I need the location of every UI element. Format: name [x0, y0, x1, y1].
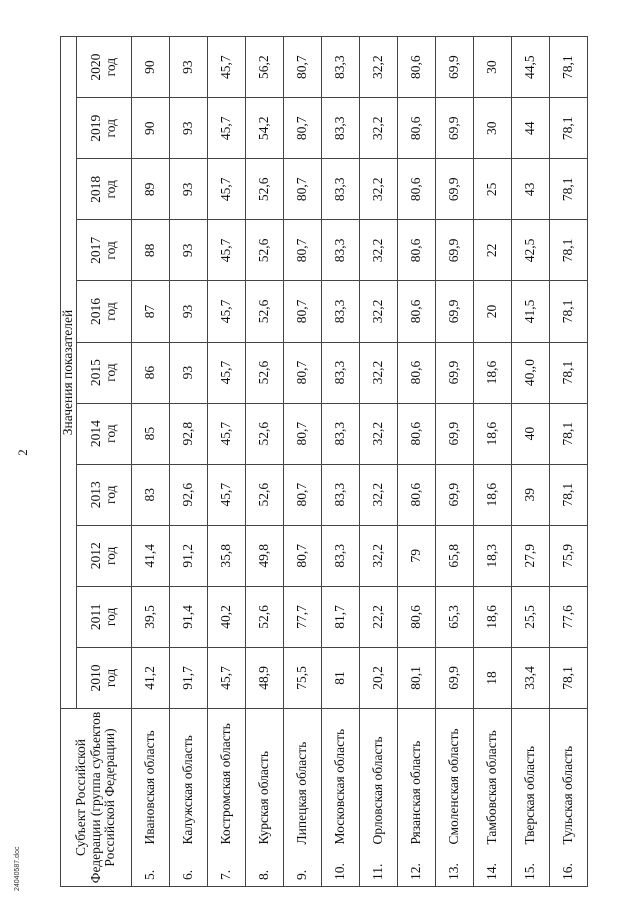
- value-cell: 83,3: [322, 98, 360, 159]
- value-cell: 80,7: [284, 403, 322, 464]
- value-cell: 49,8: [246, 525, 284, 586]
- row-number: 16.: [550, 851, 588, 887]
- year-header: 2010 год: [77, 647, 132, 708]
- year-header: 2012 год: [77, 525, 132, 586]
- row-number: 5.: [132, 851, 170, 887]
- value-cell: 78,1: [550, 159, 588, 220]
- value-cell: 35,8: [208, 525, 246, 586]
- value-cell: 32,2: [360, 281, 398, 342]
- row-number: 11.: [360, 851, 398, 887]
- value-cell: 69,9: [436, 403, 474, 464]
- table-row: [550, 37, 588, 887]
- value-cell: 40: [512, 403, 550, 464]
- value-cell: 20: [474, 281, 512, 342]
- value-cell: 52,6: [246, 281, 284, 342]
- year-header: 2014 год: [77, 403, 132, 464]
- value-cell: 83,3: [322, 525, 360, 586]
- value-cell: 80,6: [398, 37, 436, 98]
- value-cell: 78,1: [550, 464, 588, 525]
- year-header: 2019 год: [77, 98, 132, 159]
- row-number: 13.: [436, 851, 474, 887]
- value-cell: 80,6: [398, 220, 436, 281]
- subject-name: Тамбовская область: [474, 708, 512, 850]
- value-cell: 80,6: [398, 342, 436, 403]
- value-cell: 80,7: [284, 464, 322, 525]
- value-cell: 91,7: [170, 647, 208, 708]
- value-cell: 81: [322, 647, 360, 708]
- value-cell: 18: [474, 647, 512, 708]
- value-cell: 93: [170, 220, 208, 281]
- table-row: [284, 37, 322, 887]
- value-cell: 69,9: [436, 98, 474, 159]
- value-cell: 22,2: [360, 586, 398, 647]
- value-cell: 93: [170, 342, 208, 403]
- value-cell: 80,7: [284, 98, 322, 159]
- value-cell: 25,5: [512, 586, 550, 647]
- value-cell: 80,1: [398, 647, 436, 708]
- value-cell: 80,7: [284, 37, 322, 98]
- year-header: 2017 год: [77, 220, 132, 281]
- value-cell: 45,7: [208, 647, 246, 708]
- value-cell: 45,7: [208, 342, 246, 403]
- value-cell: 80,6: [398, 159, 436, 220]
- value-cell: 85: [132, 403, 170, 464]
- value-cell: 78,1: [550, 281, 588, 342]
- value-cell: 79: [398, 525, 436, 586]
- indicator-table: [60, 36, 588, 887]
- value-cell: 93: [170, 159, 208, 220]
- value-cell: 69,9: [436, 342, 474, 403]
- value-cell: 52,6: [246, 342, 284, 403]
- value-cell: 42,5: [512, 220, 550, 281]
- value-cell: 69,9: [436, 464, 474, 525]
- value-cell: 83,3: [322, 159, 360, 220]
- value-cell: 45,7: [208, 37, 246, 98]
- value-cell: 91,2: [170, 525, 208, 586]
- value-cell: 54,2: [246, 98, 284, 159]
- table-row: [474, 37, 512, 887]
- table-row: [360, 37, 398, 887]
- value-cell: 32,2: [360, 464, 398, 525]
- value-cell: 65,3: [436, 586, 474, 647]
- table-row: [322, 37, 360, 887]
- value-cell: 93: [170, 281, 208, 342]
- value-cell: 41,2: [132, 647, 170, 708]
- subject-name: Костромская область: [208, 708, 246, 850]
- value-cell: 80,7: [284, 342, 322, 403]
- document-code: 24040587.doc: [14, 846, 21, 891]
- value-cell: 52,6: [246, 220, 284, 281]
- value-cell: 83,3: [322, 464, 360, 525]
- value-cell: 48,9: [246, 647, 284, 708]
- subject-name: Смоленская область: [436, 708, 474, 850]
- value-cell: 77,7: [284, 586, 322, 647]
- value-cell: 32,2: [360, 98, 398, 159]
- value-cell: 52,6: [246, 586, 284, 647]
- value-cell: 18,6: [474, 464, 512, 525]
- value-cell: 52,6: [246, 403, 284, 464]
- value-cell: 18,6: [474, 342, 512, 403]
- value-cell: 45,7: [208, 403, 246, 464]
- value-cell: 83,3: [322, 342, 360, 403]
- row-number: 6.: [170, 851, 208, 887]
- year-header: 2011 год: [77, 586, 132, 647]
- value-cell: 39: [512, 464, 550, 525]
- value-cell: 89: [132, 159, 170, 220]
- value-cell: 81,7: [322, 586, 360, 647]
- value-cell: 80,6: [398, 281, 436, 342]
- value-cell: 32,2: [360, 525, 398, 586]
- value-cell: 80,6: [398, 586, 436, 647]
- value-cell: 69,9: [436, 220, 474, 281]
- value-cell: 32,2: [360, 37, 398, 98]
- value-cell: 80,6: [398, 464, 436, 525]
- year-header: 2016 год: [77, 281, 132, 342]
- value-cell: 30: [474, 37, 512, 98]
- value-cell: 27,9: [512, 525, 550, 586]
- value-cell: 92,8: [170, 403, 208, 464]
- value-cell: 41,5: [512, 281, 550, 342]
- value-cell: 40,,0: [512, 342, 550, 403]
- table-row: [132, 37, 170, 887]
- value-cell: 69,9: [436, 37, 474, 98]
- subject-name: Ивановская область: [132, 708, 170, 850]
- table-row: [512, 37, 550, 887]
- value-cell: 78,1: [550, 647, 588, 708]
- value-cell: 52,6: [246, 159, 284, 220]
- row-number: 14.: [474, 851, 512, 887]
- value-cell: 18,3: [474, 525, 512, 586]
- value-cell: 43: [512, 159, 550, 220]
- value-cell: 32,2: [360, 403, 398, 464]
- row-number: 10.: [322, 851, 360, 887]
- row-number: 15.: [512, 851, 550, 887]
- value-cell: 80,6: [398, 403, 436, 464]
- value-cell: 91,4: [170, 586, 208, 647]
- value-cell: 80,7: [284, 281, 322, 342]
- value-cell: 32,2: [360, 159, 398, 220]
- value-cell: 44,5: [512, 37, 550, 98]
- value-cell: 83: [132, 464, 170, 525]
- table-body: [132, 37, 588, 887]
- subject-name: Рязанская область: [398, 708, 436, 850]
- value-cell: 80,7: [284, 220, 322, 281]
- value-cell: 87: [132, 281, 170, 342]
- value-cell: 30: [474, 98, 512, 159]
- subject-name: Липецкая область: [284, 708, 322, 850]
- value-cell: 78,1: [550, 403, 588, 464]
- values-group-header: Значения показателей: [61, 37, 77, 709]
- row-number: 7.: [208, 851, 246, 887]
- table-row: [436, 37, 474, 887]
- value-cell: 83,3: [322, 403, 360, 464]
- value-cell: 45,7: [208, 220, 246, 281]
- value-cell: 45,7: [208, 464, 246, 525]
- year-header: 2015 год: [77, 342, 132, 403]
- subject-name: Московская область: [322, 708, 360, 850]
- value-cell: 18,6: [474, 586, 512, 647]
- value-cell: 92,6: [170, 464, 208, 525]
- value-cell: 93: [170, 37, 208, 98]
- value-cell: 75,9: [550, 525, 588, 586]
- value-cell: 78,1: [550, 220, 588, 281]
- value-cell: 52,6: [246, 464, 284, 525]
- value-cell: 25: [474, 159, 512, 220]
- value-cell: 32,2: [360, 342, 398, 403]
- value-cell: 44: [512, 98, 550, 159]
- value-cell: 20,2: [360, 647, 398, 708]
- subject-name: Калужская область: [170, 708, 208, 850]
- value-cell: 83,3: [322, 281, 360, 342]
- value-cell: 18,6: [474, 403, 512, 464]
- value-cell: 90: [132, 37, 170, 98]
- value-cell: 83,3: [322, 220, 360, 281]
- value-cell: 56,2: [246, 37, 284, 98]
- value-cell: 83,3: [322, 37, 360, 98]
- value-cell: 32,2: [360, 220, 398, 281]
- value-cell: 90: [132, 98, 170, 159]
- subject-name: Орловская область: [360, 708, 398, 850]
- row-number: 9.: [284, 851, 322, 887]
- value-cell: 45,7: [208, 281, 246, 342]
- table-row: [208, 37, 246, 887]
- year-header: 2020 год: [77, 37, 132, 98]
- value-cell: 41,4: [132, 525, 170, 586]
- value-cell: 33,4: [512, 647, 550, 708]
- year-header: 2018 год: [77, 159, 132, 220]
- value-cell: 45,7: [208, 159, 246, 220]
- value-cell: 69,9: [436, 159, 474, 220]
- value-cell: 86: [132, 342, 170, 403]
- subject-name: Тульская область: [550, 708, 588, 850]
- subject-name: Тверская область: [512, 708, 550, 850]
- table-row: [246, 37, 284, 887]
- value-cell: 77,6: [550, 586, 588, 647]
- page-number: 2: [15, 449, 30, 456]
- value-cell: 69,9: [436, 647, 474, 708]
- value-cell: 22: [474, 220, 512, 281]
- subject-column-header: Субъект Российской Федерации (группа субъектов Российской Федерации): [61, 708, 132, 886]
- row-number: 8.: [246, 851, 284, 887]
- value-cell: 78,1: [550, 98, 588, 159]
- value-cell: 93: [170, 98, 208, 159]
- value-cell: 78,1: [550, 342, 588, 403]
- value-cell: 65,8: [436, 525, 474, 586]
- year-header: 2013 год: [77, 464, 132, 525]
- value-cell: 80,7: [284, 525, 322, 586]
- value-cell: 75,5: [284, 647, 322, 708]
- value-cell: 88: [132, 220, 170, 281]
- value-cell: 39,5: [132, 586, 170, 647]
- table-row: [170, 37, 208, 887]
- value-cell: 78,1: [550, 37, 588, 98]
- subject-name: Курская область: [246, 708, 284, 850]
- table-row: [398, 37, 436, 887]
- value-cell: 40,2: [208, 586, 246, 647]
- value-cell: 80,7: [284, 159, 322, 220]
- value-cell: 80,6: [398, 98, 436, 159]
- value-cell: 45,7: [208, 98, 246, 159]
- row-number: 12.: [398, 851, 436, 887]
- value-cell: 69,9: [436, 281, 474, 342]
